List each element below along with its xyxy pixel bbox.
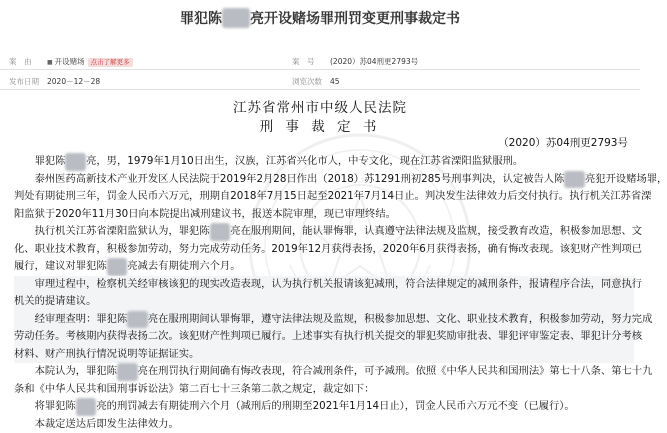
paragraph xyxy=(14,276,634,311)
paragraph-line: 条和《中华人民共和国刑事诉讼法》第二百七十三条第二款之规定，裁定如下： xyxy=(14,381,634,399)
redacted-name xyxy=(127,311,148,329)
paragraph-line: 材料、财产刑执行情况说明等证据证实。 xyxy=(14,346,634,364)
paragraph-line: 机关的提请建议。 xyxy=(14,293,634,311)
page-title-post: 亮开设赌场罪刑罚变更刑事裁定书 xyxy=(250,11,460,27)
redacted-name xyxy=(65,153,86,171)
folder-icon: ■ xyxy=(47,59,53,66)
cause-value[interactable]: 开设赌场 xyxy=(55,57,85,66)
redacted-name xyxy=(222,8,250,28)
paragraph xyxy=(14,153,634,171)
paragraph-line: 化、职业技术教育，积极参加劳动，努力完成劳动任务。2019年12月获得表扬，2020年6月获得表扬，确有悔改表现。该犯财产性判项已 xyxy=(14,241,634,259)
paragraph xyxy=(14,416,634,433)
meta-panel xyxy=(0,54,640,94)
paragraph-line: 罪犯陈 亮，男，1979年1月10日出生，汉族，江苏省兴化市人，中专文化，现在江苏省溧阳监狱服刑。 xyxy=(14,153,634,171)
court-name: 江苏省常州市中级人民法院 xyxy=(0,96,640,116)
paragraph-line: 履行，建议对罪犯陈 亮减去有期徒刑六个月。 xyxy=(14,258,634,276)
paragraph xyxy=(14,223,634,276)
views-row xyxy=(292,76,340,88)
views-label: 浏览次数 xyxy=(292,76,330,88)
caseno-value: (2020）苏04刑更2793号 xyxy=(330,57,418,66)
paragraph-line: 判处有期徒刑三年，罚金人民币六万元，刑期自2018年7月15日起至2021年7月14日止。判决发生法律效力后交付执行。执行机关江苏省溧 xyxy=(14,188,634,206)
learn-more-tag[interactable]: 点击了解更多 xyxy=(88,58,133,67)
divider-1 xyxy=(0,69,640,70)
cause-label: 案 由 xyxy=(9,56,47,68)
paragraph-line: 审理过程中，检察机关经审核该犯的现实改造表现，认为执行机关报请该犯减刑，符合法律规定的减刑条件，报请程序合法，同意执行 xyxy=(14,276,634,294)
page-title-pre: 罪犯陈 xyxy=(180,11,222,27)
paragraph-line: 执行机关江苏省溧阳监狱认为，罪犯陈 亮在服刑期间，能认罪悔罪，认真遵守法律法规及监规，接受教育改造，积极参加思想、文 xyxy=(14,223,634,241)
redacted-name xyxy=(107,258,128,276)
redacted-name xyxy=(76,398,97,416)
paragraph-line: 劳动任务。考核期内获得表扬二次。该犯财产性判项已履行。上述事实有执行机关提交的罪犯奖励审批表、罪犯评审鉴定表、罪犯计分考核 xyxy=(14,328,634,346)
paragraph-line: 将罪犯陈 亮的刑罚减去有期徒刑六个月（减刑后的刑期至2021年1月14日止），罚金人民币六万元不变（已履行）。 xyxy=(14,398,634,416)
paragraph xyxy=(14,363,634,398)
caseno-row xyxy=(292,56,418,68)
paragraph-line: 本裁定送达后即发生法律效力。 xyxy=(14,416,634,433)
date-label: 发布日期 xyxy=(9,76,47,88)
paragraph-line: 本院认为，罪犯陈 亮在刑罚执行期间确有悔改表现，符合减刑条件，可予减刑。依照《中华人民共和国刑法》第七十八条、第七十九 xyxy=(14,363,634,381)
date-row xyxy=(9,76,100,88)
document-type: 刑 事 裁 定 书 xyxy=(0,115,640,135)
redacted-name xyxy=(117,363,138,381)
paragraph-line: 经审理查明：罪犯陈 亮在服刑期间认罪悔罪，遵守法律法规及监规，积极参加思想、文化、职业技术教育，积极参加劳动，努力完成 xyxy=(14,311,634,329)
redacted-name xyxy=(564,171,585,189)
paragraph-line: 阳监狱于2020年11月30日向本院提出减刑建议书，报送本院审理，现已审理终结。 xyxy=(14,206,634,224)
paragraph xyxy=(14,171,634,224)
cause-row xyxy=(9,56,133,68)
caseno-label: 案 号 xyxy=(292,56,330,68)
views-value: 45 xyxy=(330,77,340,86)
paragraph-line: 泰州医药高新技术产业开发区人民法院于2019年2月28日作出（2018）苏1291刑初285号刑事判决，认定被告人陈 亮犯开设赌场罪， xyxy=(14,171,634,189)
document-case-number: （2020）苏04刑更2793号 xyxy=(498,135,628,150)
paragraph xyxy=(14,398,634,416)
date-value: 2020－12－28 xyxy=(47,77,100,86)
redacted-name xyxy=(210,223,231,241)
paragraph xyxy=(14,311,634,364)
divider-2 xyxy=(0,89,640,90)
page-title xyxy=(0,8,640,28)
